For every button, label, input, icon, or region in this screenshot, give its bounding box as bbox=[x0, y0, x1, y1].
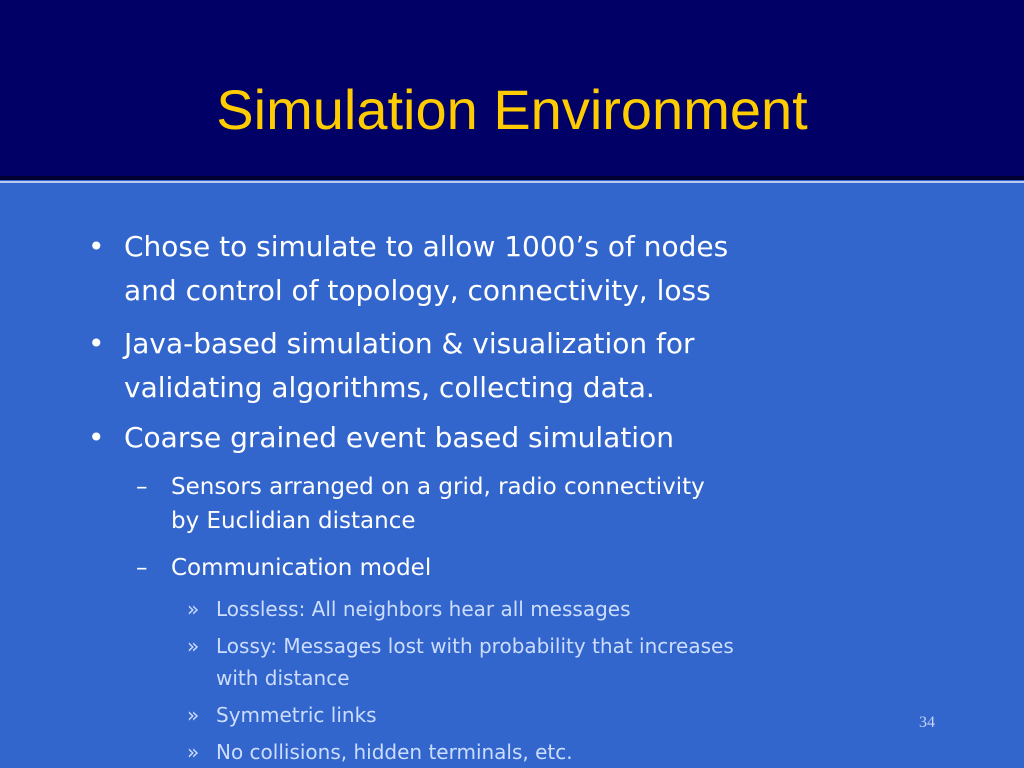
sub-sub-bullet-item bbox=[187, 593, 631, 625]
sub-sub-bullet-text: Symmetric links bbox=[216, 703, 377, 727]
sub-bullet-marker: – bbox=[136, 555, 148, 581]
sub-sub-bullet-marker: » bbox=[187, 740, 200, 764]
sub-sub-bullet-text: Lossless: All neighbors hear all messages bbox=[216, 597, 631, 621]
bullet-item bbox=[88, 416, 674, 460]
bullet-item bbox=[88, 322, 695, 410]
sub-bullet-marker: – bbox=[136, 474, 148, 500]
bullet-text: Coarse grained event based simulation bbox=[124, 421, 674, 454]
sub-sub-bullet-item bbox=[187, 630, 734, 694]
bullet-text: validating algorithms, collecting data. bbox=[124, 371, 655, 404]
sub-bullet-item bbox=[136, 470, 705, 538]
sub-sub-bullet-text: No collisions, hidden terminals, etc. bbox=[216, 740, 573, 764]
bullet-marker: • bbox=[88, 421, 105, 454]
bullet-text: Chose to simulate to allow 1000’s of nodes bbox=[124, 230, 729, 263]
bullet-marker: • bbox=[88, 230, 105, 263]
sub-sub-bullet-item bbox=[187, 699, 377, 731]
sub-sub-bullet-text: with distance bbox=[216, 666, 350, 690]
sub-bullet-text: Communication model bbox=[171, 555, 432, 581]
bullet-marker: • bbox=[88, 327, 105, 360]
sub-sub-bullet-marker: » bbox=[187, 634, 200, 658]
sub-sub-bullet-text: Lossy: Messages lost with probability that increases bbox=[216, 634, 734, 658]
bullet-text: and control of topology, connectivity, loss bbox=[124, 274, 711, 307]
slide-number: 34 bbox=[919, 714, 935, 731]
bullet-item bbox=[88, 225, 729, 313]
sub-bullet-text: Sensors arranged on a grid, radio connectivity bbox=[171, 474, 705, 500]
sub-bullet-text: by Euclidian distance bbox=[171, 508, 416, 534]
sub-bullet-item bbox=[136, 551, 432, 585]
sub-sub-bullet-marker: » bbox=[187, 597, 200, 621]
bullet-text: Java-based simulation & visualization for bbox=[124, 327, 695, 360]
slide-title: Simulation Environment bbox=[216, 78, 808, 141]
sub-sub-bullet-marker: » bbox=[187, 703, 200, 727]
sub-sub-bullet-item bbox=[187, 736, 573, 768]
